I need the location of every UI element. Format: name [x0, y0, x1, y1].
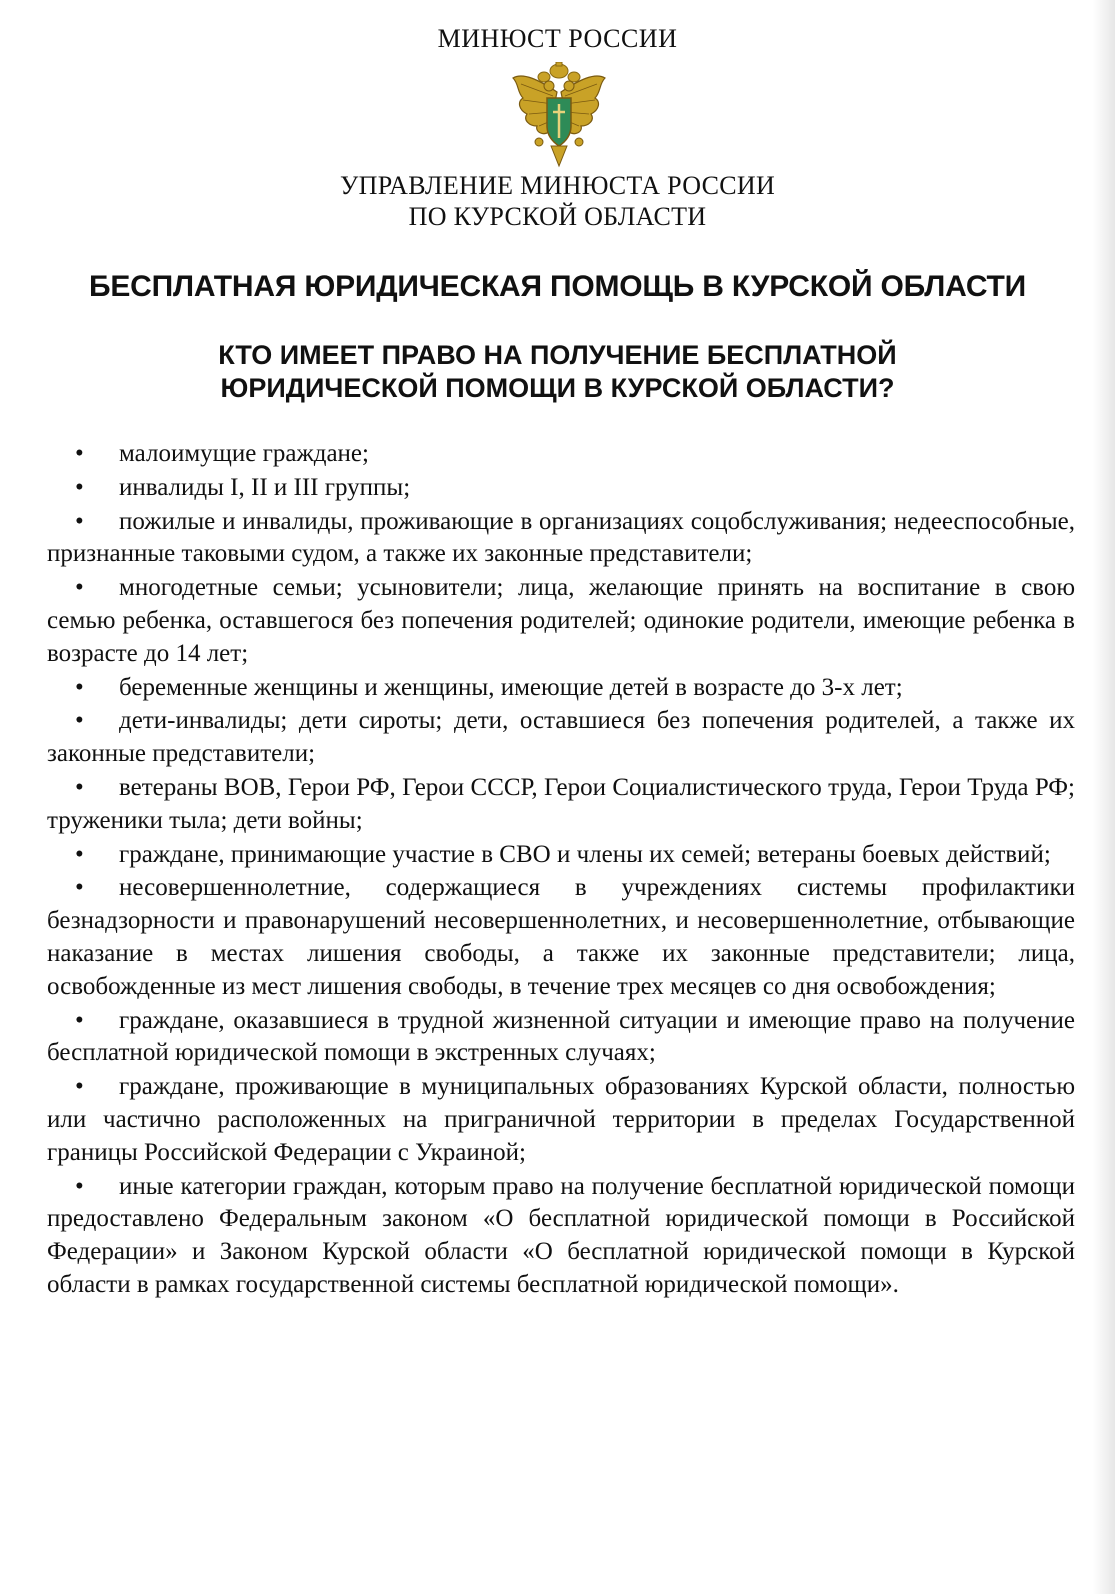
bullet-icon: • — [75, 1006, 84, 1034]
bullet-icon: • — [75, 574, 84, 602]
list-item — [47, 672, 1075, 705]
section-heading — [0, 339, 1115, 405]
section-heading-line-1: КТО ИМЕЕТ ПРАВО НА ПОЛУЧЕНИЕ БЕСПЛАТНОЙ — [218, 340, 897, 370]
bullet-icon: • — [75, 507, 84, 535]
list-item — [47, 506, 1075, 572]
list-item-text: граждане, принимающие участие в СВО и члены их семей; ветераны боевых действий; — [119, 840, 1051, 868]
list-item — [47, 472, 1075, 505]
list-item — [47, 572, 1075, 670]
page-edge-shadow — [1093, 0, 1115, 1594]
list-item-text: иные категории граждан, которым право на получение бесплатной юридической помощи предоставлено Федеральным законом «О бесплатной юридической помощи в Российской Федерации» и Законом Курской области «О бесплатной юридической помощи в Курской области в рамках государственной системы бесплатной юридической помощи». — [47, 1172, 1075, 1298]
bullet-icon: • — [75, 874, 84, 902]
eligibility-list — [47, 438, 1075, 1303]
list-item — [47, 839, 1075, 872]
bullet-icon: • — [75, 1172, 84, 1200]
list-item-text: многодетные семьи; усыновители; лица, желающие принять на воспитание в свою семью ребенка, оставшегося без попечения родителей; одинокие родители, имеющие ребенка в возрасте до 14 лет; — [47, 574, 1075, 667]
bullet-icon: • — [75, 707, 84, 735]
ministry-name: МИНЮСТ РОССИИ — [437, 24, 678, 53]
list-item-text: малоимущие граждане; — [119, 440, 369, 467]
list-item — [47, 872, 1075, 1003]
bullet-icon: • — [75, 840, 84, 868]
list-item-text: несовершеннолетние, содержащиеся в учреждениях системы профилактики безнадзорности и правонарушений несовершеннолетних, и несовершеннолетние, отбывающие наказание в местах лишения свободы, а также их законные представители; лица, освобожденные из мест лишения свободы, в течение трех месяцев со дня освобождения; — [47, 874, 1075, 1000]
page-title: БЕСПЛАТНАЯ ЮРИДИЧЕСКАЯ ПОМОЩЬ В КУРСКОЙ ОБЛАСТИ — [88, 270, 1027, 303]
emblem-icon — [509, 62, 609, 172]
bullet-icon: • — [75, 473, 84, 501]
bullet-icon: • — [75, 440, 84, 467]
list-item — [47, 1171, 1075, 1302]
list-item-text: пожилые и инвалиды, проживающие в организациях соцобслуживания; недееспособные, признанные таковыми судом, а также их законные представители; — [47, 507, 1075, 568]
list-item — [47, 1005, 1075, 1071]
list-item — [47, 772, 1075, 838]
list-item — [47, 438, 1075, 471]
list-item-text: ветераны ВОВ, Герои РФ, Герои СССР, Герои Социалистического труда, Герои Труда РФ; труженики тыла; дети войны; — [47, 773, 1075, 834]
list-item-text: беременные женщины и женщины, имеющие детей в возрасте до 3-х лет; — [119, 673, 903, 701]
list-item-text: дети-инвалиды; дети сироты; дети, оставшиеся без попечения родителей, а также их законные представители; — [47, 707, 1075, 768]
list-item — [47, 1071, 1075, 1169]
directorate-line-1: УПРАВЛЕНИЕ МИНЮСТА РОССИИ — [339, 171, 776, 200]
list-item-text: инвалиды I, II и III группы; — [119, 473, 411, 501]
bullet-icon: • — [75, 1073, 84, 1101]
list-item-text: граждане, проживающие в муниципальных образованиях Курской области, полностью или частично расположенных на приграничной территории в пределах Государственной границы Российской Федерации с Украиной; — [47, 1073, 1075, 1166]
list-item — [47, 705, 1075, 771]
bullet-icon: • — [75, 773, 84, 801]
list-item-text: граждане, оказавшиеся в трудной жизненной ситуации и имеющие право на получение бесплатной юридической помощи в экстренных случаях; — [47, 1006, 1075, 1067]
section-heading-line-2: ЮРИДИЧЕСКОЙ ПОМОЩИ В КУРСКОЙ ОБЛАСТИ? — [220, 373, 895, 403]
directorate-name — [0, 170, 1115, 232]
bullet-icon: • — [75, 673, 84, 701]
directorate-line-2: ПО КУРСКОЙ ОБЛАСТИ — [408, 202, 707, 231]
